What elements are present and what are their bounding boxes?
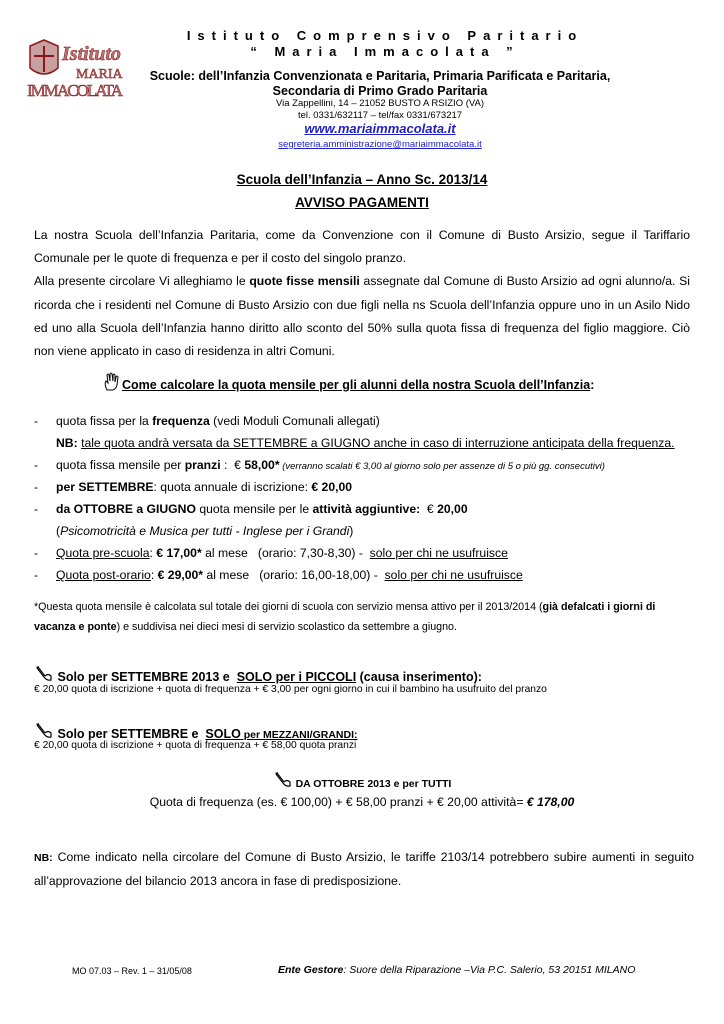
school-logo bbox=[26, 38, 124, 100]
text: SOLO per i PICCOLI bbox=[236, 670, 357, 684]
text: Ente Gestore bbox=[278, 964, 344, 976]
document-code: MO 07.03 – Rev. 1 – 31/05/08 bbox=[72, 966, 192, 976]
text: frequenza bbox=[152, 414, 210, 428]
list-item bbox=[34, 410, 694, 432]
text: da OTTOBRE a GIUGNO bbox=[56, 502, 196, 516]
svg-text:Istituto: Istituto bbox=[62, 43, 121, 65]
address: Via Zappellini, 14 – 21052 BUSTO A RSIZIO (VA) bbox=[275, 98, 485, 109]
text: quota fissa mensile per bbox=[56, 458, 185, 472]
text: quota fissa per la bbox=[56, 414, 153, 428]
text: SOLO bbox=[205, 727, 241, 741]
website-link[interactable]: www.mariaimmacolata.it bbox=[304, 121, 456, 136]
text: al mese (orario: 7,30-8,30) - bbox=[201, 546, 370, 560]
text: = bbox=[516, 795, 524, 809]
text: al mese (orario: 16,00-18,00) - bbox=[203, 568, 385, 582]
text: : Suore della Riparazione –Via P.C. Salerio, 53 20151 MILANO bbox=[343, 964, 636, 976]
text: Quota di frequenza (es. € 100,00) + € 58,00 pranzi + € 20,00 attività bbox=[149, 795, 517, 809]
total-amount: € 178,00 bbox=[523, 795, 575, 809]
footnote bbox=[34, 597, 694, 637]
fee-list bbox=[34, 410, 694, 586]
list-dash: - bbox=[34, 480, 39, 494]
list-item bbox=[34, 476, 694, 498]
text: : bbox=[150, 568, 158, 582]
svg-text:MARIA: MARIA bbox=[76, 67, 123, 82]
list-item bbox=[34, 542, 694, 564]
list-item-text bbox=[56, 564, 523, 586]
svg-text:IMMACOLATA: IMMACOLATA bbox=[27, 81, 123, 100]
text: (causa inserimento): bbox=[356, 670, 482, 684]
text: € 20,00 bbox=[311, 480, 353, 494]
text: ( bbox=[56, 524, 61, 538]
list-dash: - bbox=[34, 546, 39, 560]
schools-line-1: Scuole: dell’Infanzia Convenzionata e Paritaria, Primaria Parificata e Paritaria, bbox=[149, 69, 611, 83]
list-item-text bbox=[56, 410, 380, 432]
list-item bbox=[34, 498, 694, 520]
institute-name: Istituto Comprensivo Paritario bbox=[186, 28, 584, 43]
text: *Questa quota mensile è calcolata sul totale dei giorni di scuola con servizio mensa attivo per il 2013/2014 ( bbox=[34, 601, 543, 613]
text: per SETTEMBRE bbox=[56, 480, 154, 494]
list-item-nb bbox=[34, 432, 694, 454]
text: assegnate dal Comune di Busto Arsizio ad ogni alunno/a. Si ricorda che i residenti nel Comune di Busto Arsizio con due figli nella ns Scuola dell’Infanzia oppure uno in un Asilo Nido ed uno alla Scuola dell’Infanzia hanno diritto allo sconto del 50% sulla quota fissa di frequenza del figlio maggiore. Ciò non viene applicato in caso di residenza in altri Comuni. bbox=[34, 274, 691, 359]
text: € bbox=[420, 502, 438, 516]
list-dash: - bbox=[34, 414, 39, 428]
text: Solo per SETTEMBRE e bbox=[57, 727, 206, 741]
intro-paragraph-2 bbox=[34, 270, 690, 363]
document-title: Scuola dell’Infanzia – Anno Sc. 2013/14 bbox=[236, 172, 488, 187]
text: tale quota andrà versata da SETTEMBRE a GIUGNO anche in caso di interruzione anticipata della frequenza. bbox=[81, 436, 675, 450]
text: solo per chi ne usufruisce bbox=[369, 546, 508, 560]
text: : quota annuale di iscrizione: bbox=[153, 480, 312, 494]
list-item-text bbox=[56, 476, 352, 498]
phone: tel. 0331/632117 – tel/fax 0331/673217 bbox=[297, 110, 463, 121]
text: 58,00* bbox=[244, 458, 280, 472]
list-item-text bbox=[56, 454, 605, 478]
text: Come indicato nella circolare del Comune di Busto Arsizio, le tariffe 2103/14 potrebbero subire aumenti in seguito all’approvazione del bilancio 2013 ancora in fase di predisposizione. bbox=[34, 850, 694, 888]
text: : bbox=[149, 546, 157, 560]
block-mezzani-line: € 20,00 quota di iscrizione + quota di frequenza + € 58,00 quota pranzi bbox=[34, 740, 357, 751]
text: Quota pre-scuola bbox=[56, 546, 150, 560]
writing-hand-icon bbox=[273, 770, 293, 790]
intro-paragraph-1: La nostra Scuola dell’Infanzia Paritaria, come da Convenzione con il Comune di Busto Arsizio, segue il Tariffario Comunale per le quote di frequenza e per il costo del singolo pranzo. bbox=[34, 228, 690, 266]
text: per MEZZANI/GRANDI: bbox=[240, 729, 358, 741]
list-item-text bbox=[56, 542, 508, 564]
institute-subname: “ Maria Immacolata ” bbox=[250, 44, 520, 59]
document-subtitle: AVVISO PAGAMENTI bbox=[295, 195, 429, 210]
text: ) e suddivisa nei dieci mesi di servizio scolastico da settembre a giugno. bbox=[116, 621, 457, 633]
text: (verranno scalati € 3,00 al giorno solo per assenze di 5 o più gg. consecutivi) bbox=[279, 461, 605, 472]
list-dash: - bbox=[34, 458, 39, 472]
nb-label: NB: bbox=[56, 436, 78, 450]
text: € 29,00* bbox=[157, 568, 204, 582]
text: quota mensile per le bbox=[195, 502, 313, 516]
list-item-text bbox=[56, 520, 353, 542]
list-item bbox=[34, 564, 694, 586]
managing-entity bbox=[278, 964, 635, 976]
schools-line-2: Secondaria di Primo Grado Paritaria bbox=[272, 84, 488, 98]
nb-label: NB: bbox=[34, 852, 53, 864]
text: già defalcati i giorni di vacanza e ponte bbox=[34, 601, 656, 633]
block-piccoli-line: € 20,00 quota di iscrizione + quota di frequenza + € 3,00 per ogni giorno in cui il bambino ha usufruito del pranzo bbox=[34, 684, 547, 695]
list-dash: - bbox=[34, 502, 39, 516]
text: : € bbox=[220, 458, 245, 472]
bottom-note bbox=[34, 846, 694, 893]
text: solo per chi ne usufruisce bbox=[384, 568, 523, 582]
text: Psicomotricità e Musica per tutti - Inglese per i Grandi bbox=[60, 524, 350, 538]
list-item-text bbox=[56, 498, 468, 520]
text: ) bbox=[349, 524, 354, 538]
list-item bbox=[34, 454, 694, 476]
text: Solo per SETTEMBRE 2013 e bbox=[57, 670, 237, 684]
text: pranzi bbox=[184, 458, 221, 472]
text: (vedi Moduli Comunali allegati) bbox=[209, 414, 380, 428]
text: Alla presente circolare Vi alleghiamo le bbox=[34, 274, 250, 289]
section-title bbox=[102, 372, 594, 392]
text: € 17,00* bbox=[156, 546, 202, 560]
text: attività aggiuntive: bbox=[312, 502, 421, 516]
text: Quota post-orario bbox=[56, 568, 151, 582]
block-mezzani-title bbox=[34, 721, 358, 741]
list-item-sub bbox=[34, 520, 694, 542]
block-piccoli-title bbox=[34, 664, 482, 684]
intro-text bbox=[34, 224, 690, 363]
list-dash: - bbox=[34, 568, 39, 582]
hand-icon bbox=[102, 372, 122, 392]
block-tutti-title bbox=[0, 770, 724, 790]
text: DA OTTOBRE 2013 e per TUTTI bbox=[295, 778, 452, 790]
writing-hand-icon bbox=[34, 721, 54, 741]
section-title-text: Come calcolare la quota mensile per gli alunni della nostra Scuola dell’Infanzia bbox=[122, 378, 591, 392]
block-tutti-line bbox=[0, 795, 724, 809]
section-colon: : bbox=[590, 378, 595, 392]
text: 20,00 bbox=[437, 502, 468, 516]
nb-text bbox=[56, 432, 675, 454]
fixed-fees-emphasis: quote fisse mensili bbox=[249, 274, 360, 289]
writing-hand-icon bbox=[34, 664, 54, 684]
email-link[interactable]: segreteria.amministrazione@mariaimmacolata.it bbox=[278, 139, 482, 150]
